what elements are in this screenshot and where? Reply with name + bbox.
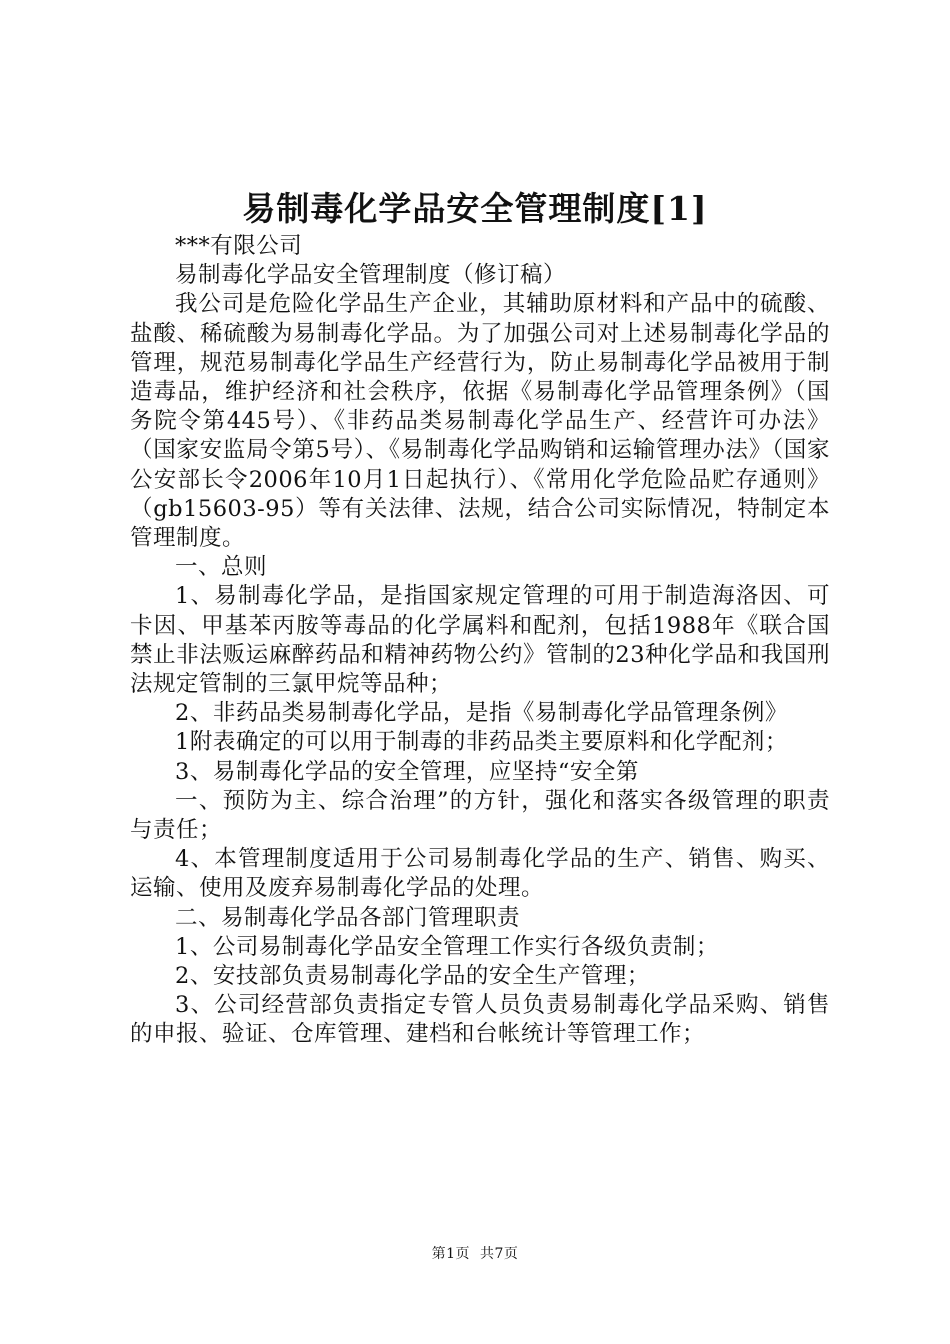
paragraph: 3、易制毒化学品的安全管理，应坚持“安全第	[175, 758, 639, 785]
page-total: 共7页	[479, 1246, 519, 1262]
page-number: 第1页	[431, 1246, 471, 1262]
paragraph: 1、公司易制毒化学品安全管理工作实行各级负责制；	[175, 933, 719, 960]
section-heading-responsibilities: 二、易制毒化学品各部门管理职责	[175, 904, 521, 931]
paragraph: 2、非药品类易制毒化学品，是指《易制毒化学品管理条例》	[175, 700, 788, 727]
document-body	[130, 232, 830, 1050]
section-heading-general: 一、总则	[175, 554, 268, 581]
intro-paragraph: 我公司是危险化学品生产企业，其辅助原材料和产品中的硫酸、盐酸、稀硫酸为易制毒化学品。为了加强公司对上述易制毒化学品的管理，规范易制毒化学品生产经营行为，防止易制毒化学品被用于制造毒品，维护经济和社会秩序，依据《易制毒化学品管理条例》（国务院令第445号）、《非药品类易制毒化学品生产、经营许可办法》（国家安监局令第5号）、《易制毒化学品购销和运输管理办法》（国家公安部长令2006年10月1日起执行）、《常用化学危险品贮存通则》（gb15603-95）等有关法律、法规，结合公司实际情况，特制定本管理制度。	[130, 291, 830, 552]
paragraph: 2、安技部负责易制毒化学品的安全生产管理；	[175, 963, 650, 990]
paragraph: 3、公司经营部负责指定专管人员负责易制毒化学品采购、销售的申报、验证、仓库管理、建档和台帐统计等管理工作；	[130, 992, 830, 1048]
paragraph: 1、易制毒化学品，是指国家规定管理的可用于制造海洛因、可卡因、甲基苯丙胺等毒品的化学属料和配剂，包括1988年《联合国禁止非法贩运麻醉药品和精神药物公约》管制的23种化学品和我国刑法规定管制的三氯甲烷等品种；	[130, 583, 830, 698]
company-name: ***有限公司	[175, 233, 303, 259]
document-title: 易制毒化学品安全管理制度[1]	[242, 189, 708, 228]
page-footer	[0, 1244, 950, 1264]
paragraph: 一、预防为主、综合治理”的方针，强化和落实各级管理的职责与责任；	[130, 787, 830, 844]
document-subtitle: 易制毒化学品安全管理制度（修订稿）	[175, 262, 567, 289]
paragraph: 4、本管理制度适用于公司易制毒化学品的生产、销售、购买、运输、使用及废弃易制毒化学品的处理。	[130, 846, 830, 902]
paragraph: 1附表确定的可以用于制毒的非药品类主要原料和化学配剂；	[175, 729, 788, 756]
